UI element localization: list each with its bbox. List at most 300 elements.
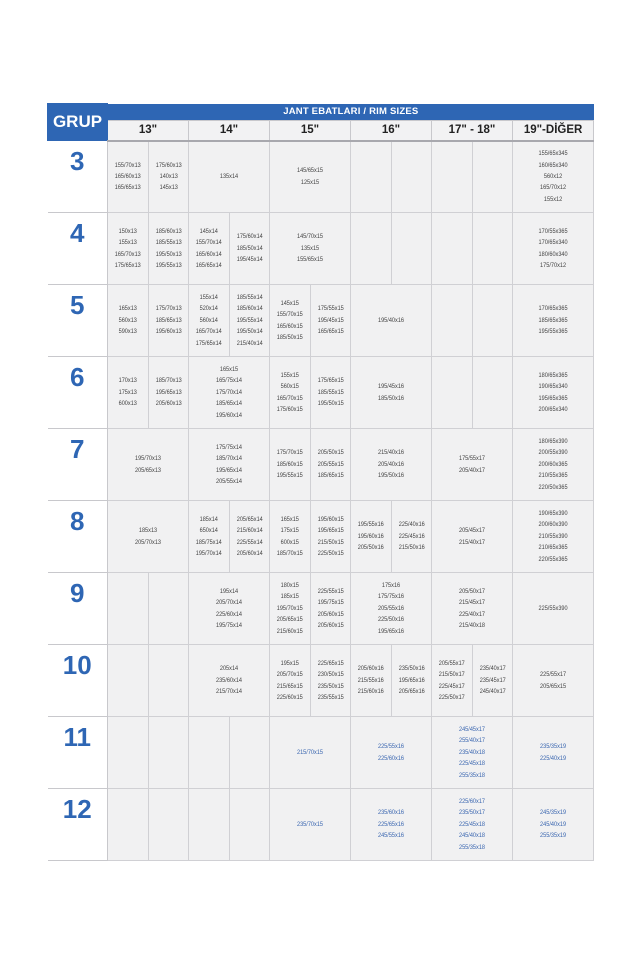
size-cell (270, 717, 351, 789)
rim-size-entry: 155/65x345 (538, 150, 568, 158)
rim-size-entry: 135x15 (300, 244, 320, 252)
rim-size-entry: 195/55x16 (357, 521, 384, 529)
size-cell (432, 501, 513, 573)
group-number: 11 (48, 717, 108, 789)
rim-size-entry: 175/60x15 (276, 405, 303, 413)
rim-size-entry: 215/50x16 (398, 544, 425, 552)
size-cell (148, 141, 189, 213)
rim-size-entry: 215/40x17 (458, 538, 486, 546)
size-cell (351, 285, 432, 357)
size-cell (351, 429, 432, 501)
rim-size-entry: 235/50x15 (317, 682, 344, 690)
rim-size-entry: 165x15 (280, 515, 299, 523)
rim-size-entry: 225/55x14 (236, 538, 263, 546)
rim-size-entry: 145/65x15 (296, 167, 324, 175)
rim-size-entry: 205/55x15 (317, 460, 344, 468)
rim-size-entry: 205/50x16 (357, 544, 384, 552)
rim-size-entry: 155/70x13 (114, 161, 141, 169)
rim-size-entry: 235/40x18 (458, 748, 486, 756)
size-cell (472, 213, 513, 285)
rim-size-entry: 185x14 (199, 515, 218, 523)
rim-size-entry: 205/50x15 (317, 449, 344, 457)
rim-size-entry: 195/50x15 (317, 400, 344, 408)
size-cell (310, 357, 351, 429)
rim-size-entry: 225/60x14 (215, 610, 243, 618)
rim-size-entry: 145/70x15 (296, 233, 324, 241)
column-header-13: 13" (108, 120, 189, 141)
size-cell (432, 573, 513, 645)
size-cell (148, 717, 189, 789)
group-row (48, 141, 594, 213)
rim-size-entry: 225/45x18 (458, 760, 486, 768)
rim-size-entry: 195/50x14 (236, 328, 263, 336)
size-cell (189, 645, 270, 717)
size-cell (310, 645, 351, 717)
group-number: 10 (48, 645, 108, 717)
size-cell (472, 645, 513, 717)
rim-size-entry: 195/50x16 (377, 472, 405, 480)
group-row (48, 357, 594, 429)
rim-size-entry: 175x13 (118, 388, 137, 396)
rim-size-entry: 195/65x365 (538, 394, 568, 402)
size-cell (148, 789, 189, 861)
size-cell (270, 789, 351, 861)
rim-size-entry: 175/70x15 (276, 449, 303, 457)
rim-size-entry: 245/40x18 (458, 832, 486, 840)
rim-size-entry: 175/65x14 (195, 339, 222, 347)
rim-size-entry: 225/55x17 (540, 671, 567, 679)
size-cell (108, 789, 149, 861)
size-cell (351, 357, 432, 429)
rim-size-entry: 170/65x365 (538, 305, 568, 313)
group-row (48, 717, 594, 789)
rim-size-entry: 210/55x365 (538, 472, 568, 480)
rim-size-entry: 195/65x16 (398, 676, 425, 684)
rim-size-entry: 205/65x15 (540, 682, 567, 690)
rim-size-entry: 175/65x15 (317, 377, 344, 385)
rim-size-entry: 560x15 (280, 383, 299, 391)
rim-size-entry: 205/60x13 (155, 400, 182, 408)
rim-size-entry: 600x15 (280, 538, 299, 546)
size-cell (391, 213, 432, 285)
group-number: 7 (48, 429, 108, 501)
rim-size-table (47, 103, 594, 861)
rim-size-entry: 220/55x365 (538, 555, 568, 563)
rim-size-entry: 225/50x17 (438, 693, 465, 701)
group-number: 6 (48, 357, 108, 429)
rim-size-entry: 185/55x15 (317, 388, 344, 396)
size-cell (310, 573, 351, 645)
rim-size-entry: 175/70x14 (215, 388, 243, 396)
rim-size-entry: 225/55x390 (538, 604, 568, 612)
rim-size-entry: 185/70x13 (155, 377, 182, 385)
size-cell (432, 213, 473, 285)
rim-size-entry: 140x13 (159, 173, 178, 181)
grup-header: GRUP (48, 104, 108, 141)
rim-size-entry: 205/70x14 (215, 599, 243, 607)
size-cell (351, 789, 432, 861)
rim-size-entry: 225/50x16 (377, 616, 405, 624)
rim-size-entry: 195/65x16 (377, 627, 405, 635)
rim-size-entry: 235/60x16 (377, 809, 405, 817)
size-cell (229, 717, 270, 789)
rim-size-entry: 165/65x15 (317, 328, 344, 336)
rim-size-entry: 225/60x17 (458, 797, 486, 805)
rim-size-entry: 190/65x390 (538, 509, 568, 517)
rim-size-entry: 175/75x14 (215, 443, 243, 451)
size-cell (108, 357, 149, 429)
size-cell (432, 789, 513, 861)
rim-size-entry: 195/45x16 (377, 383, 405, 391)
size-cell (351, 213, 392, 285)
rim-size-entry: 215/50x17 (438, 671, 465, 679)
rim-size-entry: 225/60x15 (276, 693, 303, 701)
rim-size-entry: 245/35x19 (540, 809, 567, 817)
rim-size-entry: 165/65x13 (114, 184, 141, 192)
rim-size-entry: 245/40x19 (540, 820, 567, 828)
rim-size-entry: 185/60x15 (276, 460, 303, 468)
rim-size-entry: 225/55x15 (317, 587, 344, 595)
rim-size-entry: 205/60x15 (317, 610, 344, 618)
rim-size-entry: 195/55x365 (538, 328, 568, 336)
size-cell (108, 285, 149, 357)
rim-size-entry: 195/45x15 (317, 316, 344, 324)
rim-size-entry: 185/55x13 (155, 239, 182, 247)
rim-size-entry: 255/40x17 (458, 737, 486, 745)
size-cell (270, 501, 311, 573)
rim-size-entry: 195/60x16 (357, 532, 384, 540)
size-cell (513, 213, 594, 285)
rim-size-entry: 175x15 (280, 527, 299, 535)
size-cell (108, 717, 149, 789)
size-cell (108, 213, 149, 285)
rim-size-entry: 175/75x16 (377, 593, 405, 601)
column-header-17-18: 17" - 18" (432, 120, 513, 141)
group-number: 4 (48, 213, 108, 285)
size-cell (513, 717, 594, 789)
size-cell (189, 573, 270, 645)
rim-size-entry: 590x13 (118, 328, 137, 336)
rim-size-entry: 150x13 (118, 227, 137, 235)
rim-size-entry: 205/65x15 (276, 616, 303, 624)
group-row (48, 645, 594, 717)
rim-size-entry: 135x14 (219, 173, 239, 181)
rim-size-entry: 195/60x14 (215, 411, 243, 419)
rim-size-entry: 225/45x18 (458, 820, 486, 828)
rim-size-entry: 225/40x16 (398, 521, 425, 529)
size-cell (148, 645, 189, 717)
rim-size-entry: 235/60x14 (215, 676, 243, 684)
rim-size-entry: 205/60x14 (236, 549, 263, 557)
rim-size-entry: 205/55x17 (438, 659, 465, 667)
size-cell (513, 285, 594, 357)
size-cell (189, 501, 230, 573)
rim-size-entry: 205/60x16 (357, 665, 384, 673)
size-cell (189, 285, 230, 357)
size-cell (432, 645, 473, 717)
rim-size-entry: 175/70x12 (540, 261, 567, 269)
rim-size-entry: 185/65x13 (155, 316, 182, 324)
rim-size-entry: 185/50x15 (276, 333, 303, 341)
rim-size-entry: 125x15 (300, 178, 320, 186)
size-cell (351, 501, 392, 573)
rim-size-entry: 170/65x340 (538, 239, 568, 247)
size-cell (229, 213, 270, 285)
rim-size-entry: 185/70x14 (215, 455, 243, 463)
rim-size-entry: 225/65x15 (317, 659, 344, 667)
rim-size-entry: 560x13 (118, 316, 137, 324)
rim-size-entry: 195x14 (219, 587, 239, 595)
rim-size-entry: 215/60x15 (276, 627, 303, 635)
rim-size-entry: 235/50x16 (398, 665, 425, 673)
rim-size-entry: 165x15 (219, 365, 239, 373)
rim-size-entry: 255/35x18 (458, 843, 486, 851)
size-cell (310, 501, 351, 573)
rim-size-entry: 195/65x13 (155, 388, 182, 396)
rim-size-entry: 560x12 (543, 173, 563, 181)
rim-size-entry: 175/65x13 (114, 261, 141, 269)
rim-size-entry: 195/70x13 (134, 455, 162, 463)
rim-size-entry: 205/65x16 (398, 688, 425, 696)
rim-size-entry: 185/65x14 (215, 400, 243, 408)
size-cell (108, 645, 149, 717)
rim-size-sheet (47, 103, 593, 861)
size-cell (513, 357, 594, 429)
rim-size-entry: 195x15 (280, 659, 299, 667)
size-cell (513, 141, 594, 213)
rim-size-entry: 215/65x15 (276, 682, 303, 690)
rim-size-entry: 245/40x17 (479, 688, 506, 696)
rim-size-entry: 225/60x16 (377, 754, 405, 762)
rim-size-entry: 235/40x17 (479, 665, 506, 673)
rim-size-entry: 155x12 (543, 195, 563, 203)
table-body (48, 141, 594, 861)
group-number: 12 (48, 789, 108, 861)
group-row (48, 285, 594, 357)
rim-size-entry: 215/60x14 (236, 527, 263, 535)
size-cell (229, 789, 270, 861)
group-row (48, 501, 594, 573)
size-cell (229, 285, 270, 357)
rim-size-entry: 175/55x15 (317, 305, 344, 313)
size-cell (108, 573, 149, 645)
size-cell (310, 429, 351, 501)
rim-size-entry: 225/40x19 (540, 754, 567, 762)
size-cell (513, 573, 594, 645)
rim-size-entry: 155x14 (199, 293, 218, 301)
rim-size-entry: 255/35x19 (540, 832, 567, 840)
rim-size-entry: 195/55x15 (276, 472, 303, 480)
rim-size-entry: 235/50x17 (458, 809, 486, 817)
rim-size-entry: 205/45x17 (458, 527, 486, 535)
size-cell (189, 429, 270, 501)
rim-size-entry: 195/40x16 (377, 316, 405, 324)
size-cell (270, 645, 311, 717)
size-cell (472, 285, 513, 357)
group-row (48, 789, 594, 861)
rim-size-entry: 165/70x13 (114, 250, 141, 258)
rim-size-entry: 235/45x17 (479, 676, 506, 684)
rim-size-entry: 165/70x14 (195, 328, 222, 336)
size-cell (270, 285, 311, 357)
rim-size-entry: 195/65x15 (317, 527, 344, 535)
group-number: 5 (48, 285, 108, 357)
rim-size-entry: 255/35x18 (458, 771, 486, 779)
rim-size-entry: 235/35x19 (540, 743, 567, 751)
rim-size-entry: 155/70x15 (276, 311, 303, 319)
column-header-14: 14" (189, 120, 270, 141)
size-cell (432, 717, 513, 789)
rim-size-entry: 200/60x365 (538, 460, 568, 468)
rim-size-entry: 145x13 (159, 184, 178, 192)
rim-size-entry: 195/60x13 (155, 328, 182, 336)
rim-size-entry: 215/70x15 (296, 748, 324, 756)
size-cell (148, 285, 189, 357)
size-cell (513, 789, 594, 861)
size-cell (148, 573, 189, 645)
rim-size-entry: 180/65x390 (538, 437, 568, 445)
rim-size-entry: 230/50x15 (317, 671, 344, 679)
rim-size-entry: 215/70x14 (215, 688, 243, 696)
size-cell (270, 141, 351, 213)
size-cell (270, 357, 311, 429)
size-cell (108, 501, 189, 573)
size-cell (229, 501, 270, 573)
rim-size-entry: 225/45x17 (438, 682, 465, 690)
rim-size-entry: 185/50x16 (377, 394, 405, 402)
size-cell (351, 573, 432, 645)
rim-size-entry: 195/70x14 (195, 549, 222, 557)
rim-size-entry: 560x14 (199, 316, 218, 324)
rim-size-entry: 195/70x15 (276, 604, 303, 612)
size-cell (513, 645, 594, 717)
rim-size-entry: 220/50x365 (538, 483, 568, 491)
rim-size-entry: 165x13 (118, 305, 137, 313)
rim-size-entry: 600x13 (118, 400, 137, 408)
rim-size-entry: 215/60x16 (357, 688, 384, 696)
rim-size-entry: 185/65x365 (538, 316, 568, 324)
size-cell (391, 141, 432, 213)
rim-size-entry: 205/40x16 (377, 460, 405, 468)
rim-size-entry: 185/60x14 (236, 305, 263, 313)
size-cell (432, 141, 473, 213)
size-cell (513, 501, 594, 573)
rim-size-entry: 165/75x14 (215, 377, 243, 385)
rim-size-entry: 180/60x340 (538, 250, 568, 258)
column-header-19-diger: 19"-DİĞER (513, 120, 594, 141)
size-cell (189, 213, 230, 285)
rim-size-entry: 175x16 (381, 581, 401, 589)
rim-size-entry: 195/55x13 (155, 261, 182, 269)
rim-size-entry: 185x15 (280, 593, 299, 601)
size-cell (432, 429, 513, 501)
rim-size-entry: 195/65x14 (215, 466, 243, 474)
rim-size-entry: 215/40x14 (236, 339, 263, 347)
rim-size-entry: 175/70x13 (155, 305, 182, 313)
rim-size-entry: 160/65x340 (538, 161, 568, 169)
column-header-15: 15" (270, 120, 351, 141)
rim-size-entry: 245/45x17 (458, 725, 486, 733)
rim-size-entry: 165/70x12 (540, 184, 567, 192)
size-cell (189, 357, 270, 429)
size-cell (108, 141, 149, 213)
rim-size-entry: 175/60x14 (236, 233, 263, 241)
size-cell (391, 501, 432, 573)
rim-size-entry: 245/55x16 (377, 832, 405, 840)
rim-size-entry: 205/55x14 (215, 477, 243, 485)
rim-size-entry: 155/70x14 (195, 239, 222, 247)
size-cell (351, 645, 392, 717)
rim-size-entry: 165/60x13 (114, 173, 141, 181)
rim-size-entry: 155/65x15 (296, 256, 324, 264)
rim-size-entry: 165/60x15 (276, 322, 303, 330)
size-cell (432, 285, 473, 357)
rim-size-entry: 200/55x390 (538, 449, 568, 457)
size-cell (391, 645, 432, 717)
group-number: 3 (48, 141, 108, 213)
size-cell (189, 717, 230, 789)
rim-size-entry: 205x14 (219, 665, 239, 673)
rim-size-entry: 195/55x14 (236, 316, 263, 324)
rim-size-entry: 195/60x15 (317, 515, 344, 523)
group-row (48, 429, 594, 501)
rim-size-entry: 165/65x14 (195, 261, 222, 269)
rim-size-entry: 185x13 (138, 527, 158, 535)
group-number: 8 (48, 501, 108, 573)
rim-size-entry: 205/50x17 (458, 587, 486, 595)
rim-size-entry: 205/65x13 (134, 466, 162, 474)
rim-size-entry: 155x15 (280, 371, 299, 379)
rim-size-entry: 215/50x15 (317, 538, 344, 546)
rim-size-entry: 170/55x365 (538, 227, 568, 235)
rim-size-entry: 650x14 (199, 527, 218, 535)
rim-size-entry: 185/65x15 (317, 472, 344, 480)
rim-size-entry: 205/65x14 (236, 515, 263, 523)
size-cell (148, 213, 189, 285)
rim-size-entry: 185/60x13 (155, 227, 182, 235)
rim-size-entry: 225/55x16 (377, 743, 405, 751)
size-cell (148, 357, 189, 429)
rim-size-entry: 205/40x17 (458, 466, 486, 474)
rim-size-entry: 145x15 (280, 299, 299, 307)
group-row (48, 213, 594, 285)
size-cell (108, 429, 189, 501)
rim-size-entry: 165/70x15 (276, 394, 303, 402)
size-cell (351, 717, 432, 789)
rim-size-entry: 205/55x16 (377, 604, 405, 612)
size-cell (513, 429, 594, 501)
rim-size-entry: 185/70x15 (276, 549, 303, 557)
size-cell (189, 789, 230, 861)
rim-size-entry: 180/65x365 (538, 371, 568, 379)
rim-size-entry: 225/50x15 (317, 549, 344, 557)
rim-size-entry: 205/70x13 (134, 538, 162, 546)
rim-size-entry: 185/50x14 (236, 244, 263, 252)
rim-size-entry: 175/60x13 (155, 161, 182, 169)
table-title: JANT EBATLARI / RIM SIZES (108, 104, 594, 121)
rim-size-entry: 205/60x15 (317, 621, 344, 629)
rim-size-entry: 195/75x15 (317, 599, 344, 607)
size-cell (432, 357, 473, 429)
rim-size-entry: 215/40x18 (458, 621, 486, 629)
rim-size-entry: 165/60x14 (195, 250, 222, 258)
rim-size-entry: 520x14 (199, 305, 218, 313)
rim-size-entry: 235/55x15 (317, 693, 344, 701)
rim-size-entry: 175/55x17 (458, 455, 486, 463)
rim-size-entry: 155x13 (118, 239, 137, 247)
rim-size-entry: 185/75x14 (195, 538, 222, 546)
rim-size-entry: 225/40x17 (458, 610, 486, 618)
